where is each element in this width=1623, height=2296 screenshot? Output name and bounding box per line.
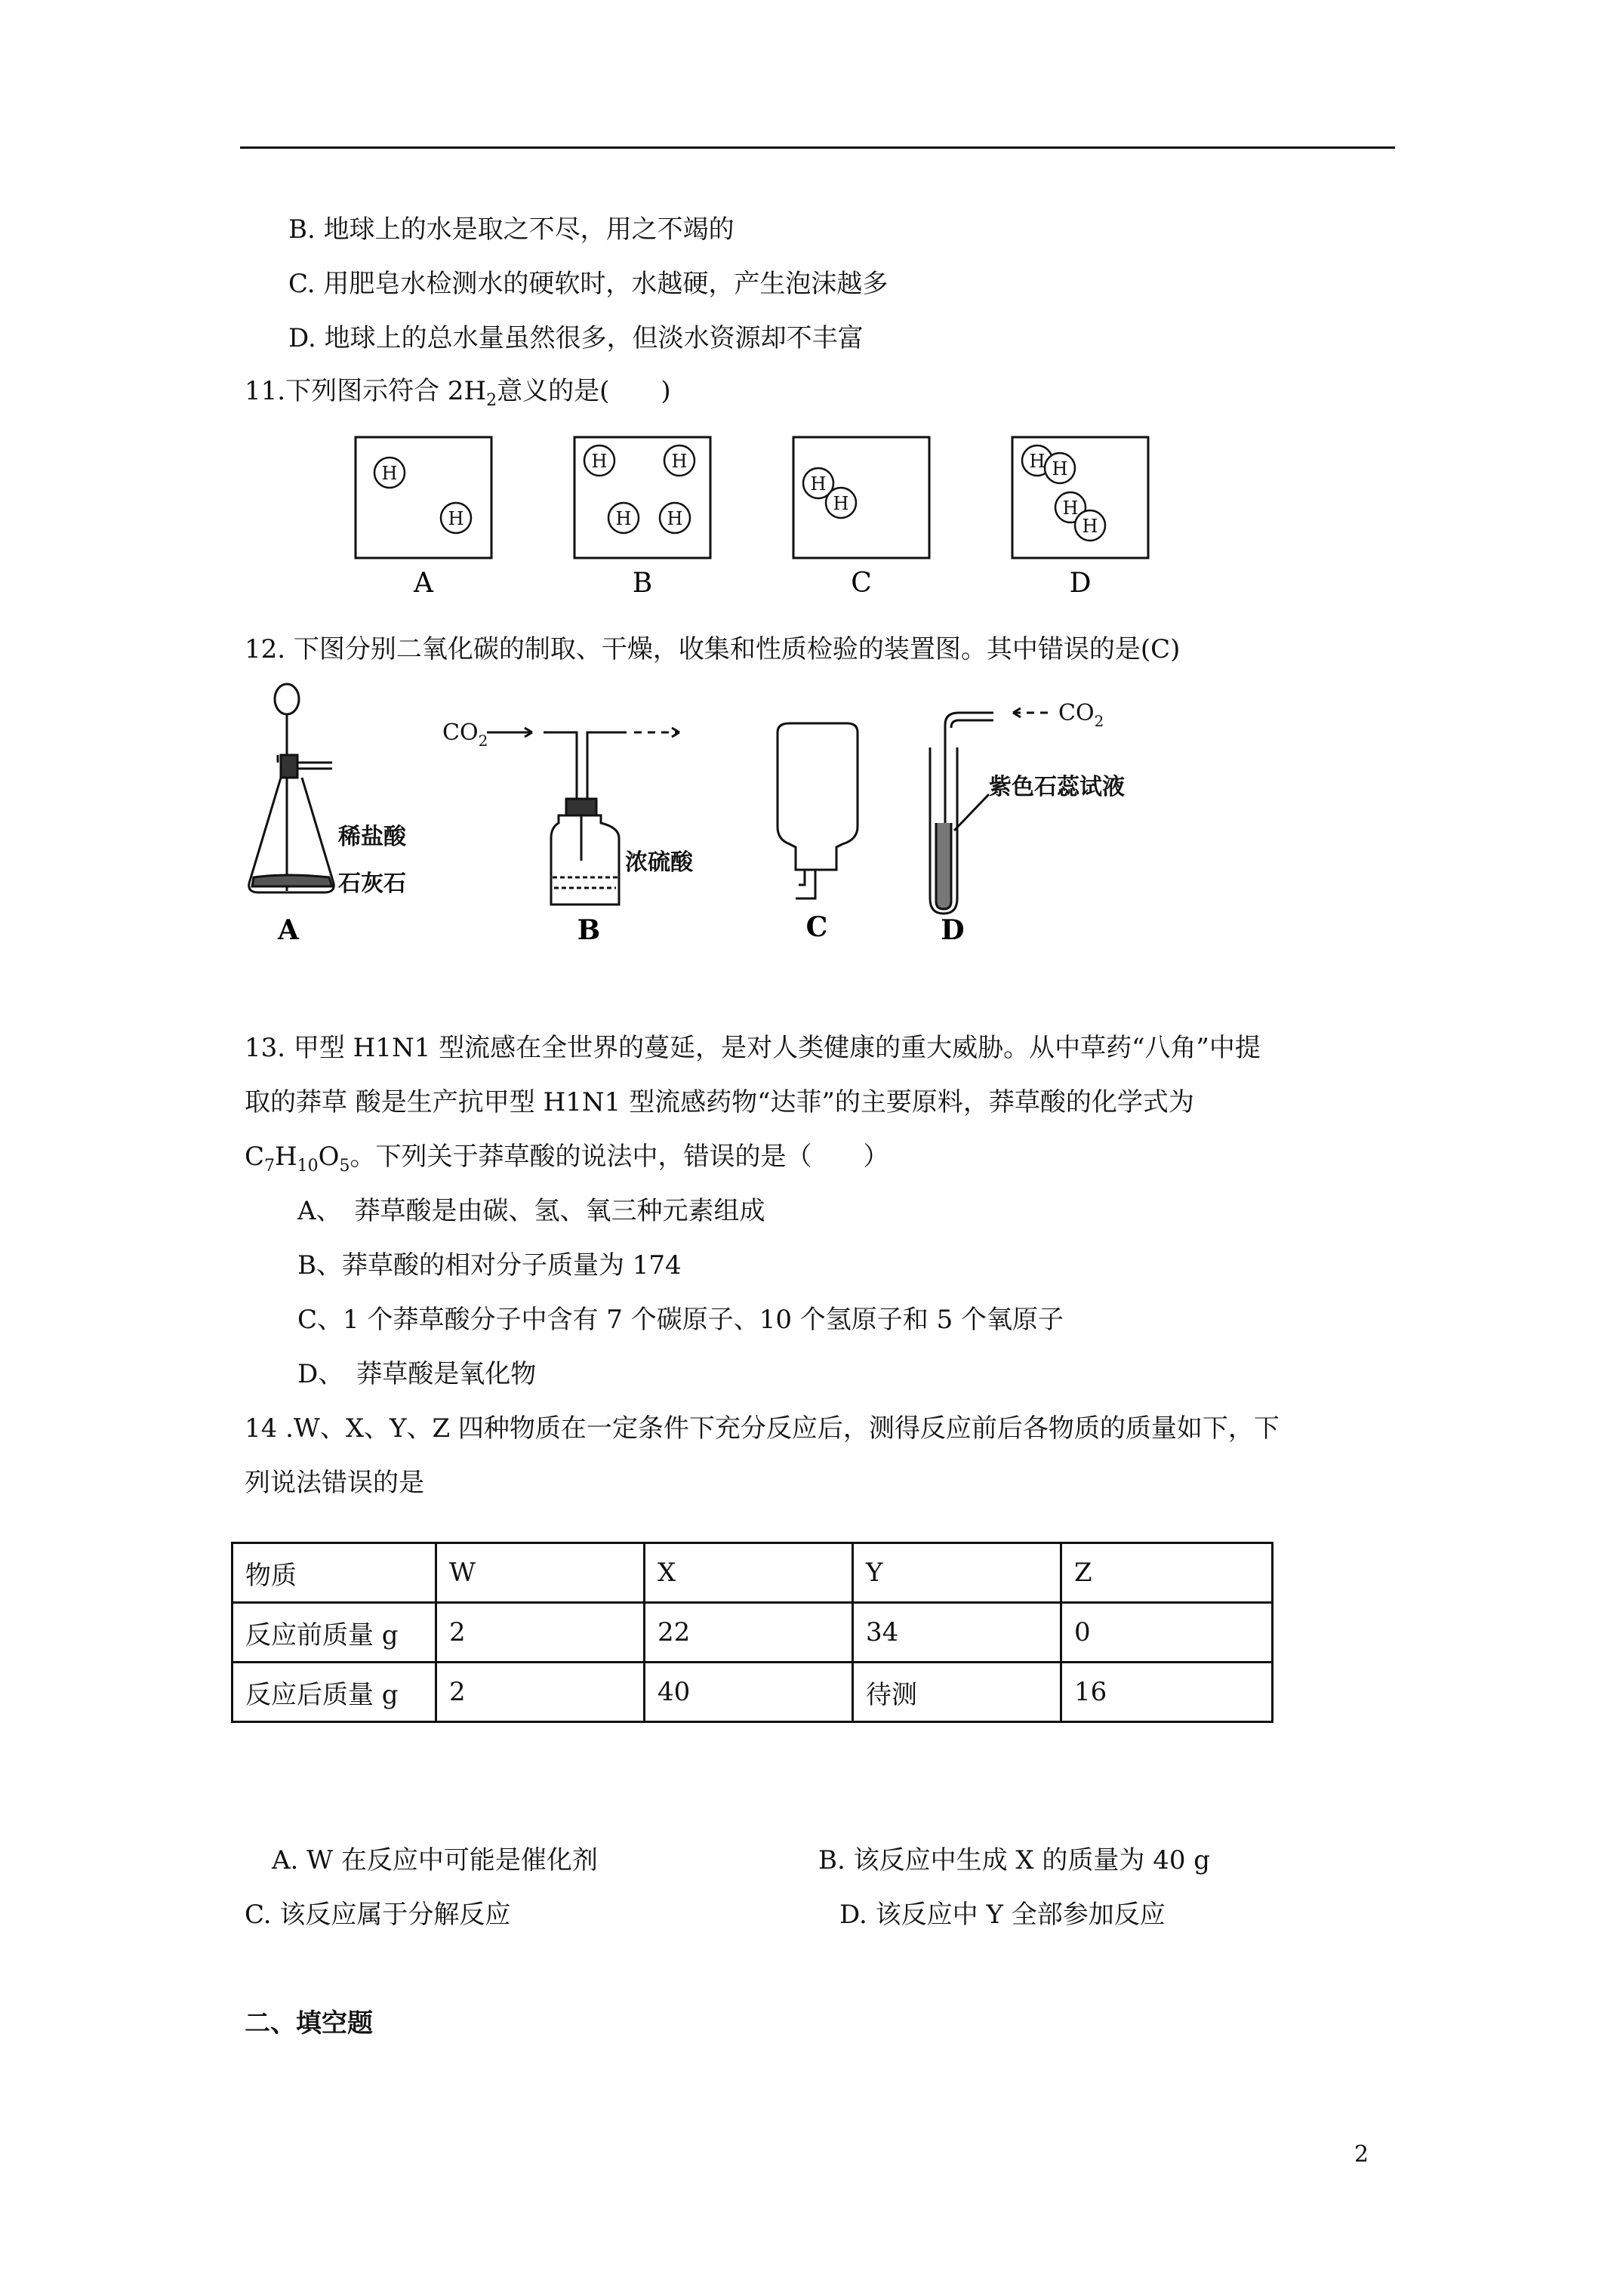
q14-line-1: 14 .W、X、Y、Z 四种物质在一定条件下充分反应后，测得反应前后各物质的质量如下，下: [245, 1413, 1280, 1444]
q12-label-c: C: [805, 911, 828, 943]
hydrogen-atom-label: H: [671, 451, 688, 472]
q11-label-a: A: [414, 568, 433, 599]
q14-line-2: 列说法错误的是: [245, 1468, 424, 1498]
table-cell: X: [645, 1543, 853, 1603]
q11-box-a: [356, 437, 491, 558]
limestone-label: 石灰石: [338, 871, 406, 897]
q12-stem: 12. 下图分别二氧化碳的制取、干燥，收集和性质检验的装置图。其中错误的是(C): [245, 634, 1181, 664]
q11-stem: 11.下列图示符合 $2H_2$意义的是( ): [245, 376, 671, 410]
q11-figure: [347, 433, 1193, 607]
litmus-label: 紫色石蕊试液: [989, 774, 1125, 800]
q12-apparatus-figure: [234, 680, 1215, 951]
table-row: [233, 1663, 1273, 1722]
hydrogen-atom-label: H: [667, 508, 683, 529]
q13-line-2: 取的莽草 酸是生产抗甲型 H1N1 型流感药物“达菲”的主要原料，莽草酸的化学式为: [245, 1087, 1194, 1117]
table-cell: 反应前质量 g: [233, 1603, 436, 1663]
table-cell: W: [436, 1543, 645, 1603]
q14-option-b: B. 该反应中生成 X 的质量为 40 g: [818, 1845, 1211, 1875]
q12-label-a: A: [278, 914, 299, 946]
q13-option-a: A、 莽草酸是由碳、氢、氧三种元素组成: [297, 1196, 765, 1226]
hydrogen-atom-label: H: [1052, 458, 1068, 479]
q11-label-d: D: [1069, 568, 1092, 599]
apparatus-a-flask: [249, 684, 334, 892]
table-cell: Z: [1061, 1543, 1273, 1603]
table-cell: 22: [645, 1603, 853, 1663]
hydrogen-atom-label: H: [448, 508, 464, 529]
table-cell: Y: [853, 1543, 1061, 1603]
q10-option-c: C. 用肥皂水检测水的硬软时，水越硬，产生泡沫越多: [288, 269, 888, 299]
hydrogen-atom-label: H: [1062, 498, 1079, 519]
table-cell: 反应后质量 g: [233, 1663, 436, 1722]
table-row: [233, 1543, 1273, 1603]
q11-label-c: C: [851, 568, 872, 599]
table-cell: 16: [1061, 1663, 1273, 1722]
hydrogen-atom-label: H: [1082, 516, 1098, 537]
hydrogen-atom-label: H: [381, 463, 398, 484]
table-cell: 物质: [233, 1543, 436, 1603]
hydrogen-atom-label: H: [615, 508, 632, 529]
table-cell: 待测: [853, 1663, 1061, 1722]
q14-option-d: D. 该反应中 Y 全部参加反应: [839, 1900, 1166, 1930]
co2-label-d: $CO_2$: [1058, 700, 1104, 730]
q13-line-1: 13. 甲型 H1N1 型流感在全世界的蔓延，是对人类健康的重大威胁。从中草药“八角”中提: [245, 1033, 1261, 1063]
q13-option-b: B、莽草酸的相对分子质量为 174: [297, 1250, 682, 1281]
q13-option-c: C、1 个莽草酸分子中含有 7 个碳原子、10 个氢原子和 5 个氧原子: [297, 1305, 1064, 1335]
hydrogen-atom-label: H: [833, 493, 849, 514]
conc-sulfuric-label: 浓硫酸: [625, 849, 693, 876]
table-row: [233, 1603, 1273, 1663]
q13-line-3: $C_7H_{10}O_5$。下列关于莽草酸的说法中，错误的是（ ）: [245, 1142, 889, 1176]
q12-label-d: D: [941, 914, 965, 946]
q14-option-a: A. W 在反应中可能是催化剂: [272, 1845, 598, 1875]
hydrogen-atom-label: H: [591, 451, 608, 472]
q10-option-d: D. 地球上的总水量虽然很多，但淡水资源却不丰富: [288, 323, 864, 353]
apparatus-b-bottle: [487, 728, 679, 905]
q14-option-c: C. 该反应属于分解反应: [245, 1900, 511, 1930]
apparatus-d-test-tube: [930, 708, 1049, 914]
q11-label-b: B: [632, 568, 653, 599]
dilute-hcl-label: 稀盐酸: [338, 824, 406, 850]
hydrogen-atom-label: H: [1029, 451, 1046, 472]
q13-option-d: D、 莽草酸是氧化物: [297, 1359, 537, 1389]
table-cell: 2: [436, 1663, 645, 1722]
header-rule: [240, 146, 1395, 149]
co2-label-b: $CO_2$: [442, 720, 488, 750]
mass-table: [231, 1542, 1273, 1723]
table-cell: 34: [853, 1603, 1061, 1663]
apparatus-c-bottle: [778, 723, 858, 898]
table-cell: 0: [1061, 1603, 1273, 1663]
q10-option-b: B. 地球上的水是取之不尽，用之不竭的: [288, 214, 735, 245]
table-cell: 2: [436, 1603, 645, 1663]
hydrogen-atom-label: H: [810, 473, 827, 495]
section-heading: 二、填空题: [245, 2008, 373, 2039]
q12-label-b: B: [577, 914, 601, 946]
page-number: 2: [1354, 2141, 1369, 2168]
table-cell: 40: [645, 1663, 853, 1722]
